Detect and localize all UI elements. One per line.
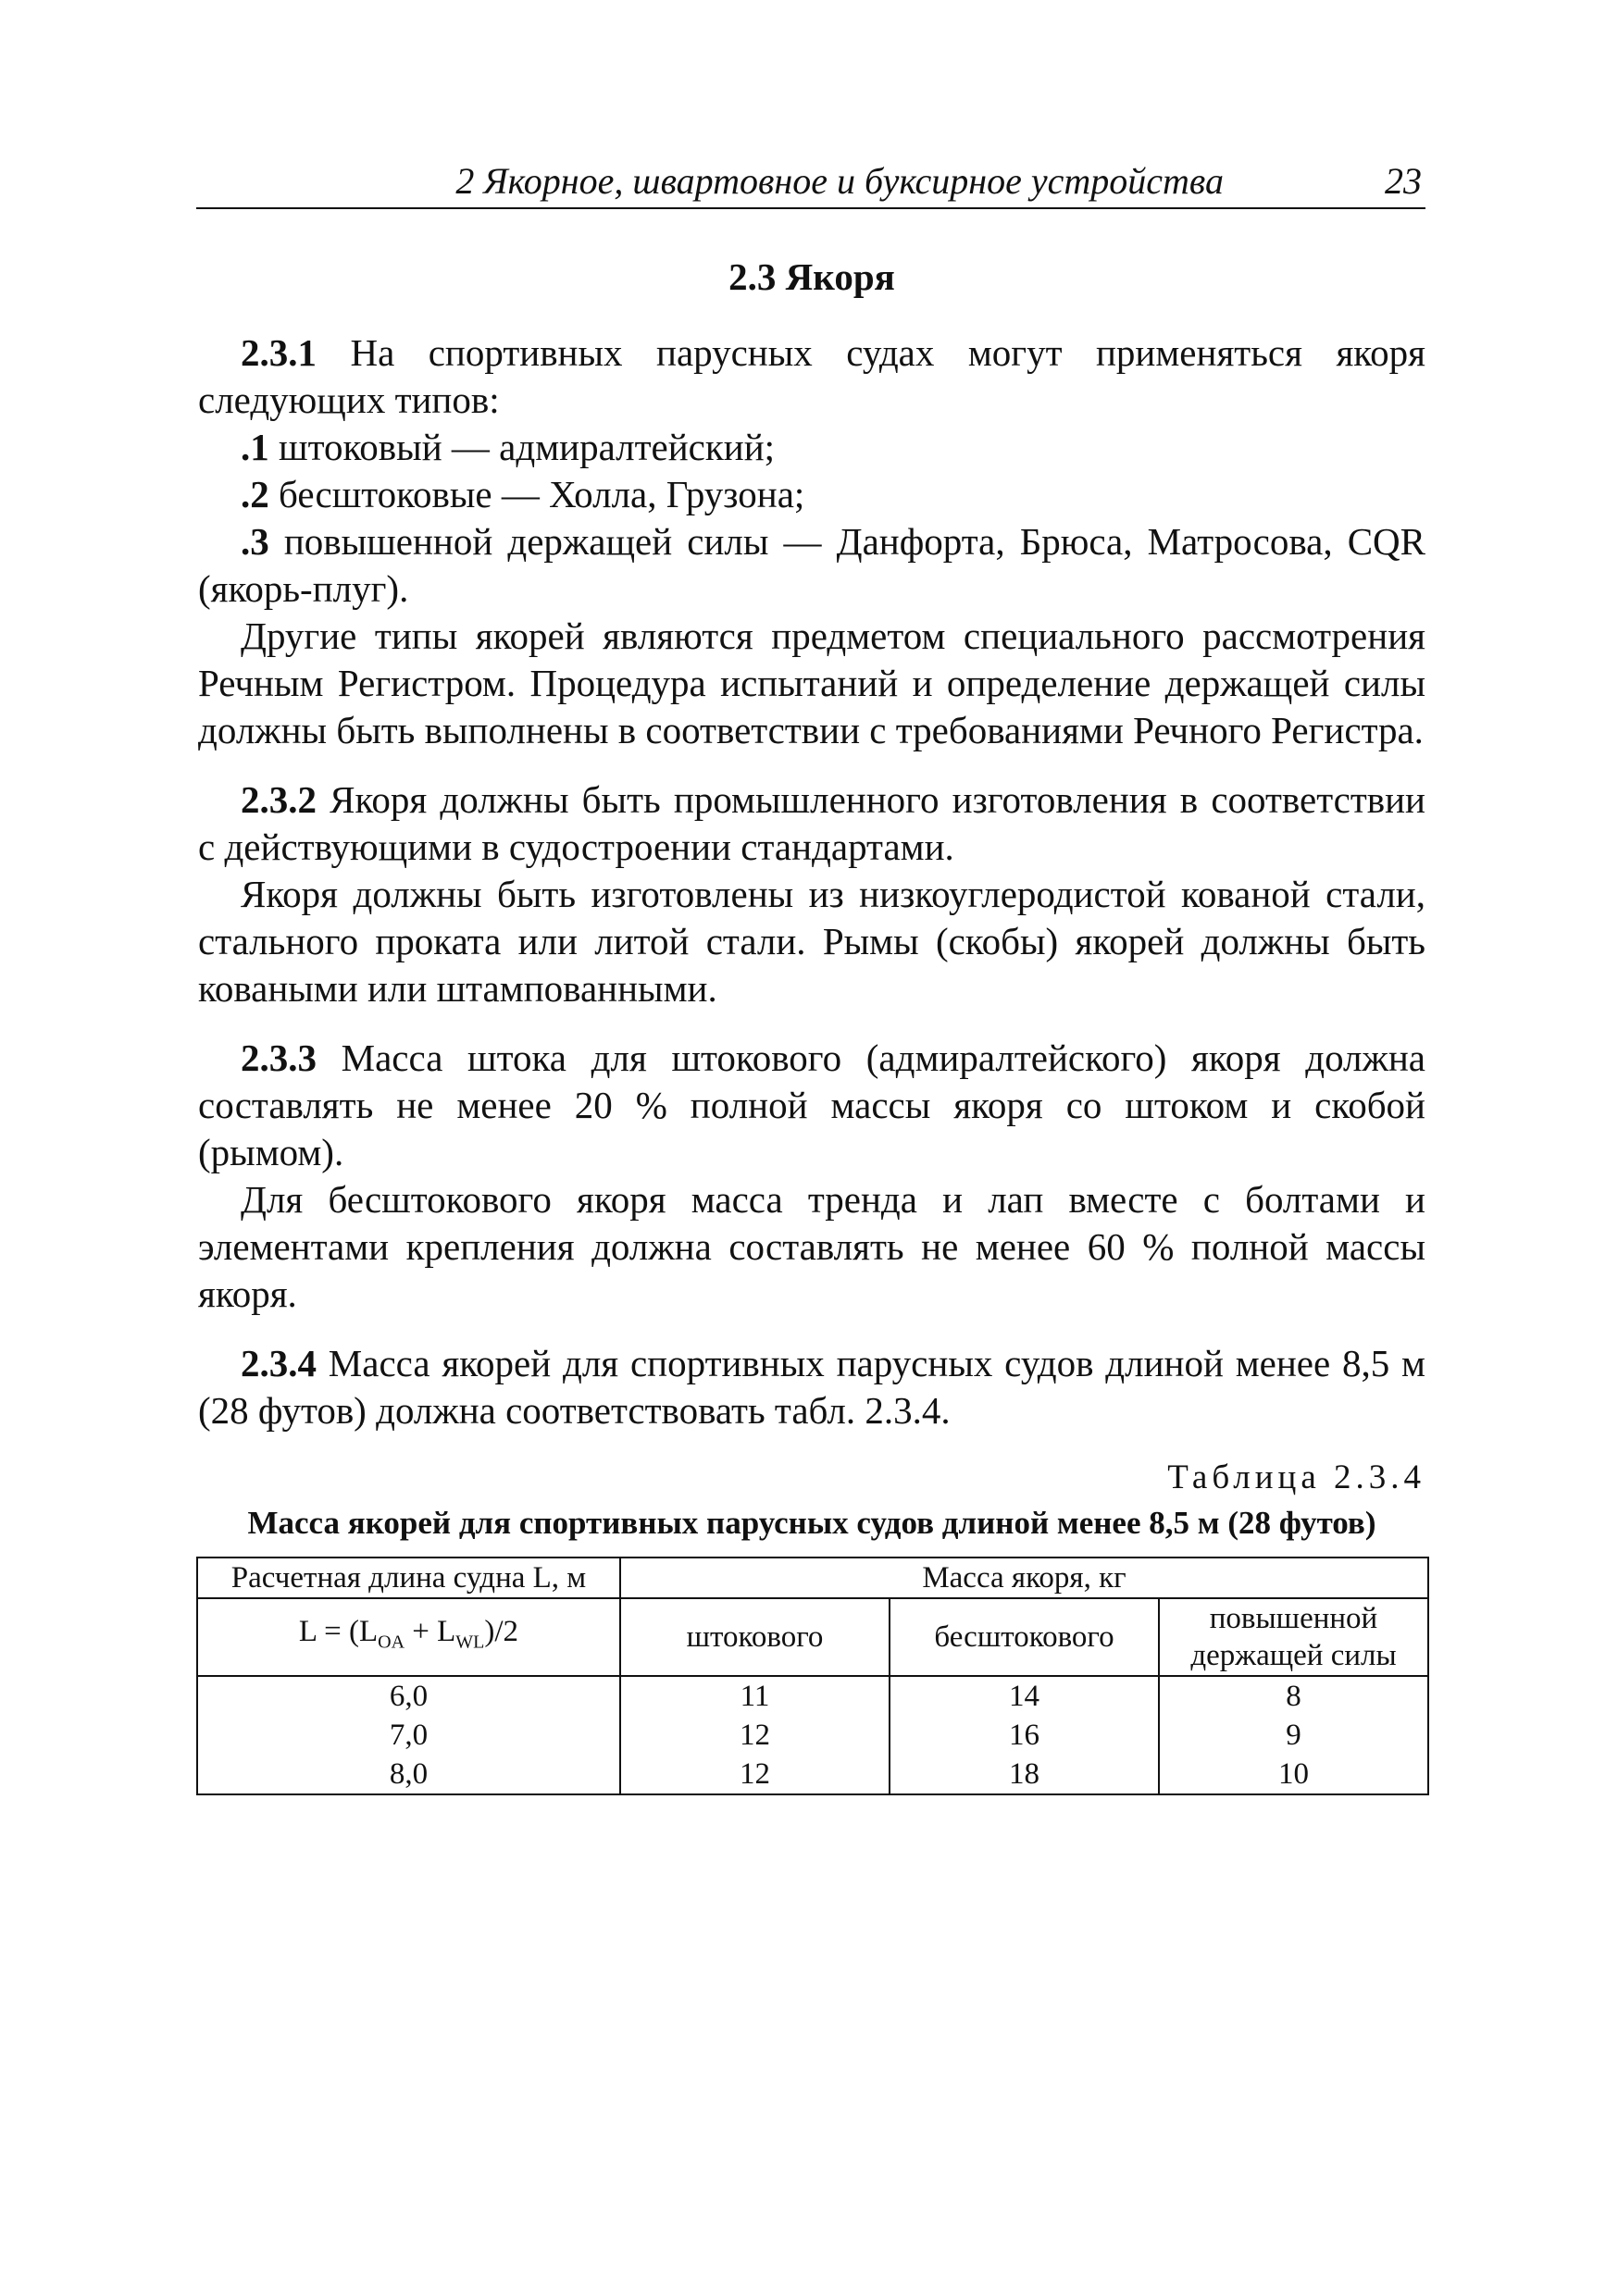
running-header	[196, 155, 1425, 209]
paragraph-stockless: Для бесштокового якоря масса тренда и лап вместе с болтами и элементами крепления должна составлять не менее 60 % полной массы якоря.	[198, 1178, 1425, 1315]
subheader-stockless: бесштокового	[890, 1598, 1159, 1676]
clause-number: 2.3.4	[241, 1342, 317, 1384]
paragraph-2-3-3: 2.3.3 Масса штока для штокового (адмиралтейского) якоря должна составлять не менее 20 % полной массы якоря со штоком и скобой (рымом).	[198, 1036, 1425, 1173]
header-title: 2 Якорное, швартовное и буксирное устройства	[455, 160, 1224, 202]
table-caption: Таблица 2.3.4	[1167, 1458, 1425, 1496]
clause-number: 2.3.1	[241, 331, 317, 374]
table-row: 6,0 11 14 8	[197, 1676, 1428, 1716]
section-title: 2.3 Якоря	[728, 255, 895, 298]
page-number: 23	[1385, 160, 1422, 202]
table-header-row	[197, 1558, 1428, 1598]
group-header: Масса якоря, кг	[620, 1558, 1428, 1598]
paragraph-2-3-2: 2.3.2 Якоря должны быть промышленного изготовления в соответствии с действующими в судостроении стандартами.	[198, 778, 1425, 868]
list-item: .3 повышенной держащей силы — Данфорта, Брюса, Матросова, CQR (якорь-плуг).	[198, 520, 1425, 610]
table-title: Масса якорей для спортивных парусных судов длиной менее 8,5 м (28 футов)	[247, 1505, 1376, 1541]
anchor-mass-table	[196, 1557, 1429, 1795]
subheader-high-holding: повышенной держащей силы	[1159, 1598, 1428, 1676]
paragraph-materials: Якоря должны быть изготовлены из низкоуглеродистой кованой стали, стального проката или литой стали. Рымы (скобы) якорей должны быть коваными или штампованными.	[198, 873, 1425, 1010]
table-row: 8,0 12 18 10	[197, 1755, 1428, 1794]
subheader-stock: штокового	[620, 1598, 890, 1676]
table-subheader-row	[197, 1598, 1428, 1676]
length-formula: $L = (L_{OA} + L_{WL})/2$	[197, 1598, 620, 1676]
col-length-header: Расчетная длина судна L, м	[197, 1558, 620, 1598]
paragraph-2-3-1: 2.3.1 На спортивных парусных судах могут применяться якоря следующих типов:	[198, 331, 1425, 421]
clause-number: 2.3.3	[241, 1036, 317, 1079]
list-item: .1 штоковый — адмиралтейский;	[241, 426, 776, 468]
clause-number: 2.3.2	[241, 778, 317, 821]
table-row: 7,0 12 16 9	[197, 1716, 1428, 1755]
main-content	[198, 250, 1425, 1795]
paragraph-2-3-4: 2.3.4 Масса якорей для спортивных парусных судов длиной менее 8,5 м (28 футов) должна соответствовать табл. 2.3.4.	[198, 1342, 1425, 1432]
list-item: .2 бесштоковые — Холла, Грузона;	[241, 473, 805, 515]
paragraph-other-types: Другие типы якорей являются предметом специального рассмотрения Речным Регистром. Процедура испытаний и определение держащей силы должны быть выполнены в соответствии с требованиями Речного Регистра.	[198, 614, 1425, 751]
